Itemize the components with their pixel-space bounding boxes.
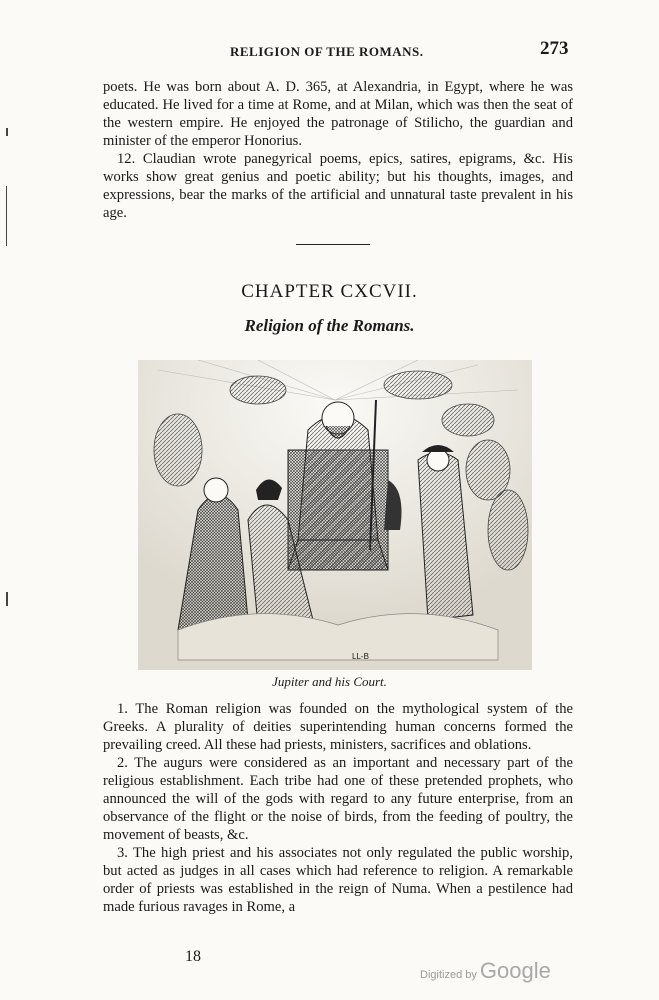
signature-mark: 18 [185, 948, 201, 965]
paragraph: 3. The high priest and his associates not only regulated the public worship, but acted as judges in all cases which had reference to religion. A remarkable order of priests was established in the reign of Numa. When a pestilence had made furious ravages in Rome, a [103, 845, 573, 915]
paragraph: poets. He was born about A. D. 365, at Alexandria, in Egypt, where he was educated. He lived for a time at Rome, and at Milan, which was then the seat of the western empire. He enjoyed the patronage of Stilicho, the guardian and minister of the emperor Honorius. [103, 79, 573, 149]
digitization-watermark [420, 958, 551, 984]
artist-mark: LL-B [352, 652, 369, 661]
margin-mark [6, 592, 8, 606]
intro-text [103, 78, 573, 222]
body-text [103, 700, 573, 916]
margin-mark [6, 128, 8, 136]
paragraph: 12. Claudian wrote panegyrical poems, epics, satires, epigrams, &c. His works show great genius and poetic ability; but his thoughts, images, and expressions, bear the marks of the artificial and unnatural taste prevalent in his age. [103, 151, 573, 221]
page-number: 273 [540, 38, 569, 59]
chapter-heading: CHAPTER CXCVII. [241, 281, 418, 302]
watermark-prefix: Digitized by [420, 969, 477, 981]
figure-caption: Jupiter and his Court. [272, 674, 387, 689]
section-divider [296, 244, 370, 245]
running-title: RELIGION OF THE ROMANS. [230, 44, 424, 59]
margin-mark [6, 186, 7, 246]
paragraph: 1. The Roman religion was founded on the mythological system of the Greeks. A plurality of deities superintending human concerns formed the prevailing creed. All these had priests, ministers, sacrifices and oblations. [103, 701, 573, 753]
paragraph: 2. The augurs were considered as an important and necessary part of the religious establishment. Each tribe had one of these pretended prophets, who announced the will of the gods with regard to any future enterprise, from an observance of the flight or the noise of birds, from the feeding of poultry, the movement of beasts, &c. [103, 755, 573, 843]
google-logo: Google [479, 958, 551, 983]
engraving-illustration [138, 360, 532, 670]
chapter-subtitle: Religion of the Romans. [244, 316, 415, 335]
engraving-art [138, 360, 532, 670]
